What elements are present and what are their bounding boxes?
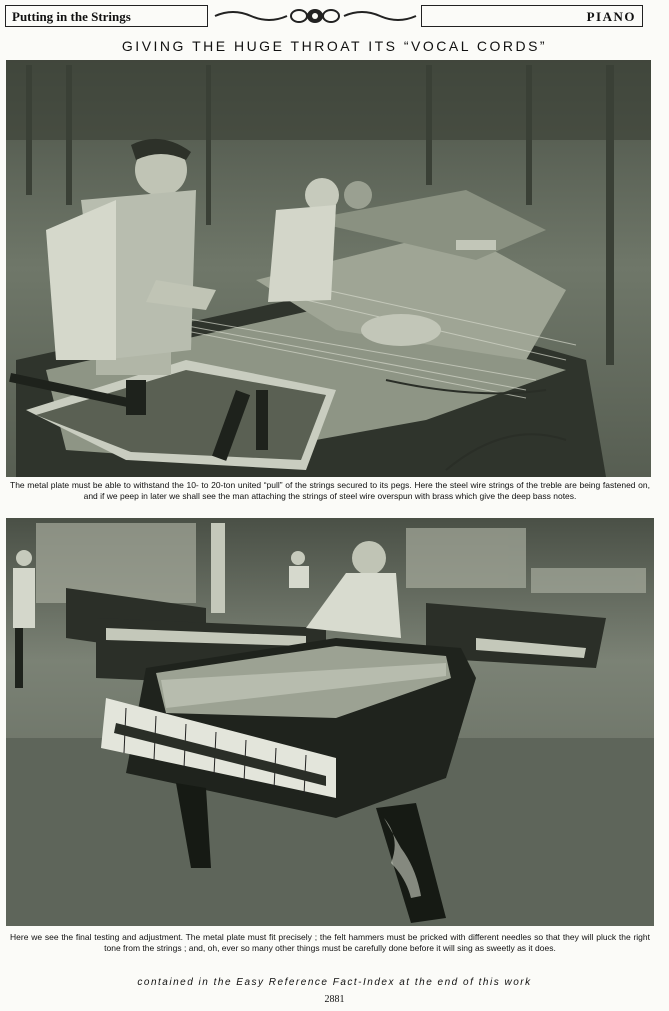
photo-final-testing bbox=[6, 518, 654, 926]
footer-fact-index-reference: Easy Reference Fact-Index bbox=[236, 977, 395, 988]
footer-text-after: at the end of this work bbox=[394, 977, 532, 988]
section-label: Putting in the Strings bbox=[5, 5, 208, 27]
topic-label: PIANO bbox=[421, 5, 643, 27]
ornament-divider bbox=[213, 6, 418, 26]
photo-stringing-workers bbox=[6, 60, 651, 477]
page-number: 2881 bbox=[324, 994, 345, 1005]
footer-note bbox=[0, 977, 669, 988]
photo-caption-stringing: The metal plate must be able to withstand the 10- to 20-ton united “pull” of the strings secured to its pegs. Here the steel wire strings of the treble are being fastened on, and if we peep in later we shall see the man attaching the strings of steel wire overspun with brass which give the deep bass notes. bbox=[10, 480, 650, 501]
photo-caption-testing: Here we see the final testing and adjustment. The metal plate must fit precisely ; the felt hammers must be pricked with different needles so that they will pluck the right tone from the strings ; and, oh, ever so many other things must be carefully done before it will sing as sweetly as it does. bbox=[10, 932, 650, 953]
page-title: GIVING THE HUGE THROAT ITS “VOCAL CORDS” bbox=[121, 38, 548, 54]
footer-text-before: contained in the bbox=[137, 977, 237, 988]
